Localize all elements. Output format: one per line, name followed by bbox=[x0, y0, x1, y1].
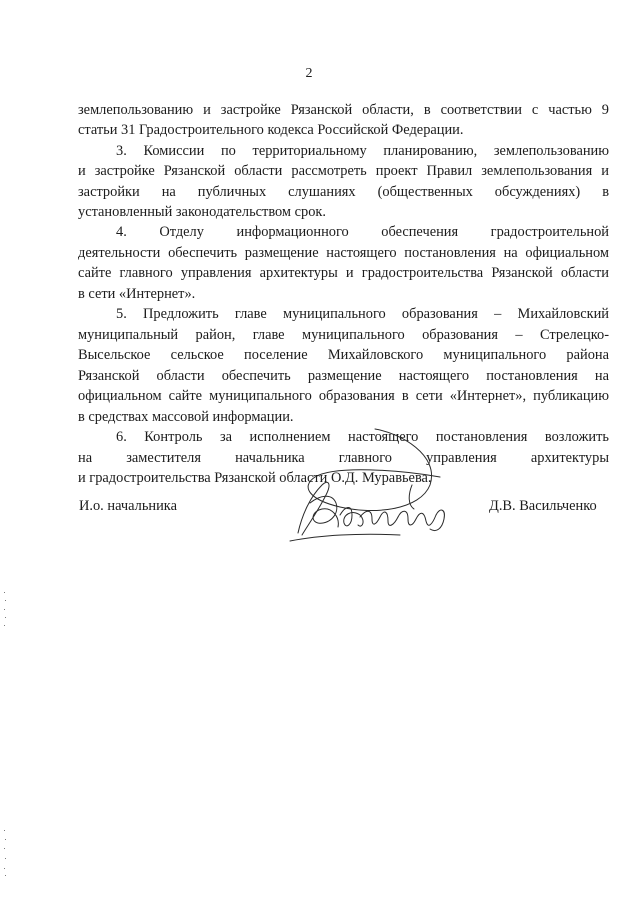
signatory-name: Д.В. Васильченко bbox=[489, 498, 597, 514]
paragraph-6-start: 6. Контроль за исполнением настоящего постановления возложить bbox=[116, 429, 609, 445]
text-line: официальном сайте муниципального образования в сети «Интернет», публикацию bbox=[78, 388, 609, 404]
paragraph-3-start: 3. Комиссии по территориальному планированию, землепользованию bbox=[116, 143, 609, 159]
text-line: на заместителя начальника главного управления архитектуры bbox=[78, 450, 609, 466]
paragraph-5-start: 5. Предложить главе муниципального образования – Михайловский bbox=[116, 306, 609, 322]
text-line: статьи 31 Градостроительного кодекса Российской Федерации. bbox=[78, 122, 464, 138]
text-line: и градостроительства Рязанской области О.Д. Муравьева. bbox=[78, 470, 432, 486]
text-line: и застройке Рязанской области рассмотреть проект Правил землепользования и bbox=[78, 163, 609, 179]
text-line: деятельности обеспечить размещение настоящего постановления на официальном bbox=[78, 245, 609, 261]
scan-margin-marks bbox=[3, 828, 7, 878]
text-line: Высельское сельское поселение Михайловского муниципального района bbox=[78, 347, 609, 363]
signatory-title: И.о. начальника bbox=[79, 498, 177, 514]
scan-margin-marks bbox=[3, 590, 7, 630]
text-line: Рязанской области обеспечить размещение настоящего постановления на bbox=[78, 368, 609, 384]
text-line: в средствах массовой информации. bbox=[78, 409, 294, 425]
text-line: муниципальный район, главе муниципального образования – Стрелецко- bbox=[78, 327, 609, 343]
text-line: землепользованию и застройке Рязанской области, в соответствии с частью 9 bbox=[78, 102, 609, 118]
text-line: сайте главного управления архитектуры и градостроительства Рязанской области bbox=[78, 265, 609, 281]
text-line: в сети «Интернет». bbox=[78, 286, 196, 302]
text-line: застройки на публичных слушаниях (общественных обсуждениях) в bbox=[78, 184, 609, 200]
paragraph-4-start: 4. Отделу информационного обеспечения градостроительной bbox=[116, 224, 609, 240]
text-line: установленный законодательством срок. bbox=[78, 204, 327, 220]
handwritten-signature bbox=[280, 425, 455, 555]
page-number: 2 bbox=[305, 66, 313, 81]
